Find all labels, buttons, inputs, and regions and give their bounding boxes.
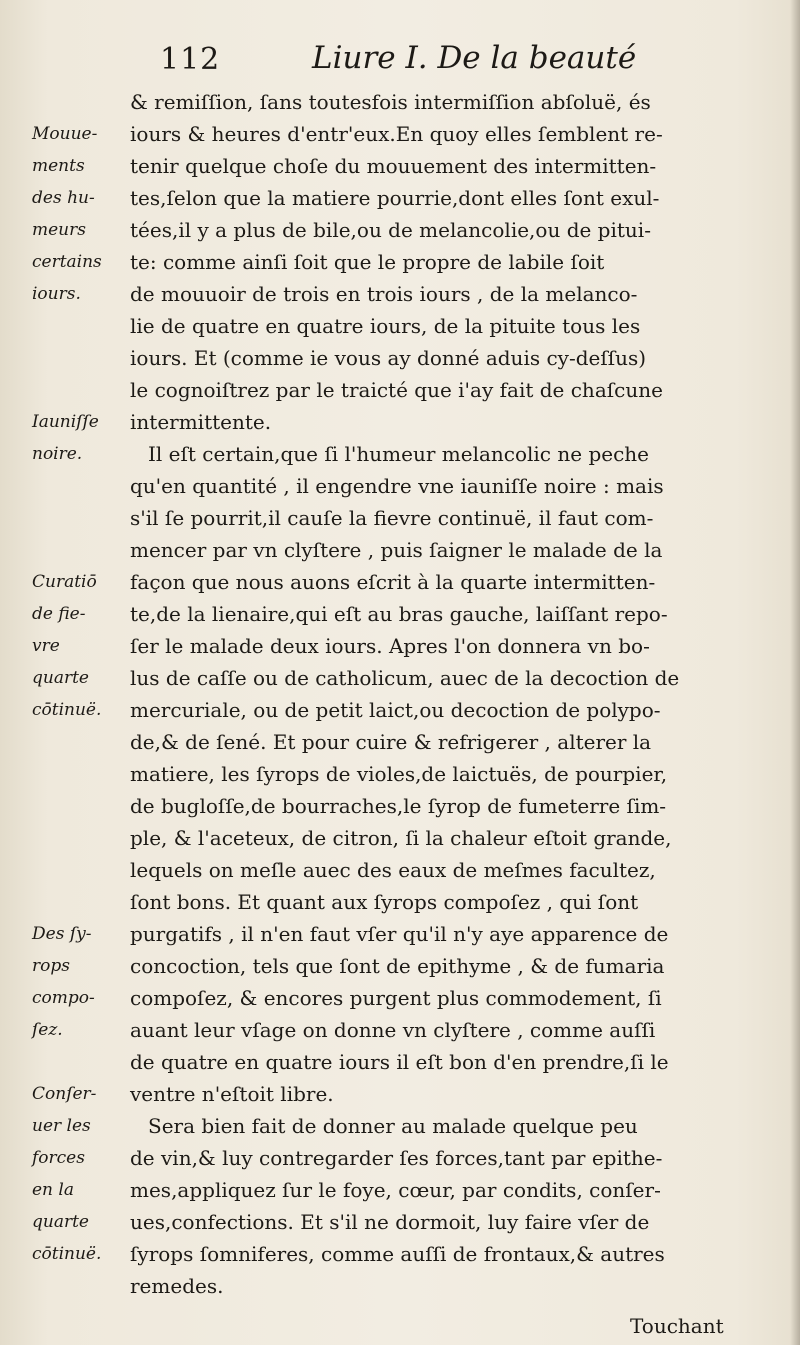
running-head: Liure I. De la beauté xyxy=(312,40,637,76)
margin-note: Conſer- xyxy=(32,1084,97,1104)
text-line: de vin,& luy contregarder ſes forces,tant par epithe- xyxy=(130,1146,663,1170)
text-line: qu'en quantité , il engendre vne iauniſſe noire : mais xyxy=(130,474,664,498)
margin-note: quarte xyxy=(32,1212,89,1232)
text-line: ventre n'eſtoit libre. xyxy=(130,1082,334,1106)
text-line: Sera bien fait de donner au malade quelque peu xyxy=(148,1114,638,1138)
margin-note: Iauniſſe xyxy=(32,412,99,432)
margin-note: compo- xyxy=(32,988,95,1008)
page-edge-shadow xyxy=(790,0,800,1345)
margin-note: ſez. xyxy=(32,1020,63,1040)
text-line: purgatifs , il n'en faut vſer qu'il n'y aye apparence de xyxy=(130,922,669,946)
text-line: Il eſt certain,que ſi l'humeur melancolic ne peche xyxy=(148,442,649,466)
text-line: ſyrops ſomniferes, comme auſſi de frontaux,& autres xyxy=(130,1242,665,1266)
text-line: intermittente. xyxy=(130,410,272,434)
page-number: 112 xyxy=(160,42,221,77)
text-line: iours & heures d'entr'eux.En quoy elles ſemblent re- xyxy=(130,122,663,146)
body-text xyxy=(130,86,762,1302)
text-line: le cognoiſtrez par le traicté que i'ay fait de chaſcune xyxy=(130,378,663,402)
text-line: tes,ſelon que la matiere pourrie,dont elles ſont exul- xyxy=(130,186,660,210)
margin-note: iours. xyxy=(32,284,81,304)
text-line: lie de quatre en quatre iours, de la pituite tous les xyxy=(130,314,641,338)
catchword: Touchant xyxy=(630,1314,724,1338)
margin-note: ments xyxy=(32,156,85,176)
text-line: mes,appliquez ſur le foye, cœur, par condits, conſer- xyxy=(130,1178,661,1202)
text-line: lequels on meſle auec des eaux de meſmes facultez, xyxy=(130,858,656,882)
margin-note: de fie- xyxy=(32,604,86,624)
margin-note: vre xyxy=(32,636,60,656)
margin-note: quarte xyxy=(32,668,89,688)
text-line: mercuriale, ou de petit laict,ou decoction de polypo- xyxy=(130,698,661,722)
margin-note: Curatiō xyxy=(32,572,97,592)
margin-note: en la xyxy=(32,1180,74,1200)
text-line: concoction, tels que ſont de epithyme , & de fumaria xyxy=(130,954,665,978)
page-header xyxy=(160,40,660,84)
text-line: lus de caſſe ou de catholicum, auec de la decoction de xyxy=(130,666,680,690)
margin-note: rops xyxy=(32,956,70,976)
text-line: tenir quelque choſe du mouuement des intermitten- xyxy=(130,154,657,178)
margin-note: noire. xyxy=(32,444,83,464)
margin-note: forces xyxy=(32,1148,85,1168)
text-line: de mouuoir de trois en trois iours , de la melanco- xyxy=(130,282,638,306)
text-line: auant leur vſage on donne vn clyſtere , comme auſſi xyxy=(130,1018,656,1042)
margin-note: uer les xyxy=(32,1116,91,1136)
margin-note: des hu- xyxy=(32,188,95,208)
text-line: iours. Et (comme ie vous ay donné aduis cy-deſſus) xyxy=(130,346,647,370)
margin-note: cōtinuë. xyxy=(32,1244,102,1264)
text-line: ple, & l'aceteux, de citron, ſi la chaleur eſtoit grande, xyxy=(130,826,672,850)
text-line: de quatre en quatre iours il eſt bon d'en prendre,ſi le xyxy=(130,1050,669,1074)
text-line: ſer le malade deux iours. Apres l'on donnera vn bo- xyxy=(130,634,650,658)
text-line: façon que nous auons eſcrit à la quarte intermitten- xyxy=(130,570,656,594)
text-line: de,& de ſené. Et pour cuire & refrigerer , alterer la xyxy=(130,730,652,754)
text-line: te,de la lienaire,qui eſt au bras gauche, laiſſant repo- xyxy=(130,602,668,626)
margin-note: Mouue- xyxy=(32,124,98,144)
text-line: & remiſſion, ſans toutesfois intermiſſion abſoluë, és xyxy=(130,90,651,114)
text-line: te: comme ainſi ſoit que le propre de labile ſoit xyxy=(130,250,605,274)
margin-note: cōtinuë. xyxy=(32,700,102,720)
text-line: compoſez, & encores purgent plus commodement, ſi xyxy=(130,986,662,1010)
text-line: tées,il y a plus de bile,ou de melancolie,ou de pitui- xyxy=(130,218,651,242)
margin-note: certains xyxy=(32,252,102,272)
text-line: de bugloſſe,de bourraches,le ſyrop de fumeterre ſim- xyxy=(130,794,667,818)
text-line: s'il ſe pourrit,il cauſe la fievre continuë, il faut com- xyxy=(130,506,654,530)
text-line: matiere, les ſyrops de violes,de laictuës, de pourpier, xyxy=(130,762,668,786)
text-line: mencer par vn clyſtere , puis ſaigner le malade de la xyxy=(130,538,663,562)
margin-note: Des ſy- xyxy=(32,924,92,944)
text-line: ues,confections. Et s'il ne dormoit, luy faire vſer de xyxy=(130,1210,650,1234)
text-line: ſont bons. Et quant aux ſyrops compoſez , qui ſont xyxy=(130,890,639,914)
margin-note: meurs xyxy=(32,220,86,240)
text-line: remedes. xyxy=(130,1274,224,1298)
